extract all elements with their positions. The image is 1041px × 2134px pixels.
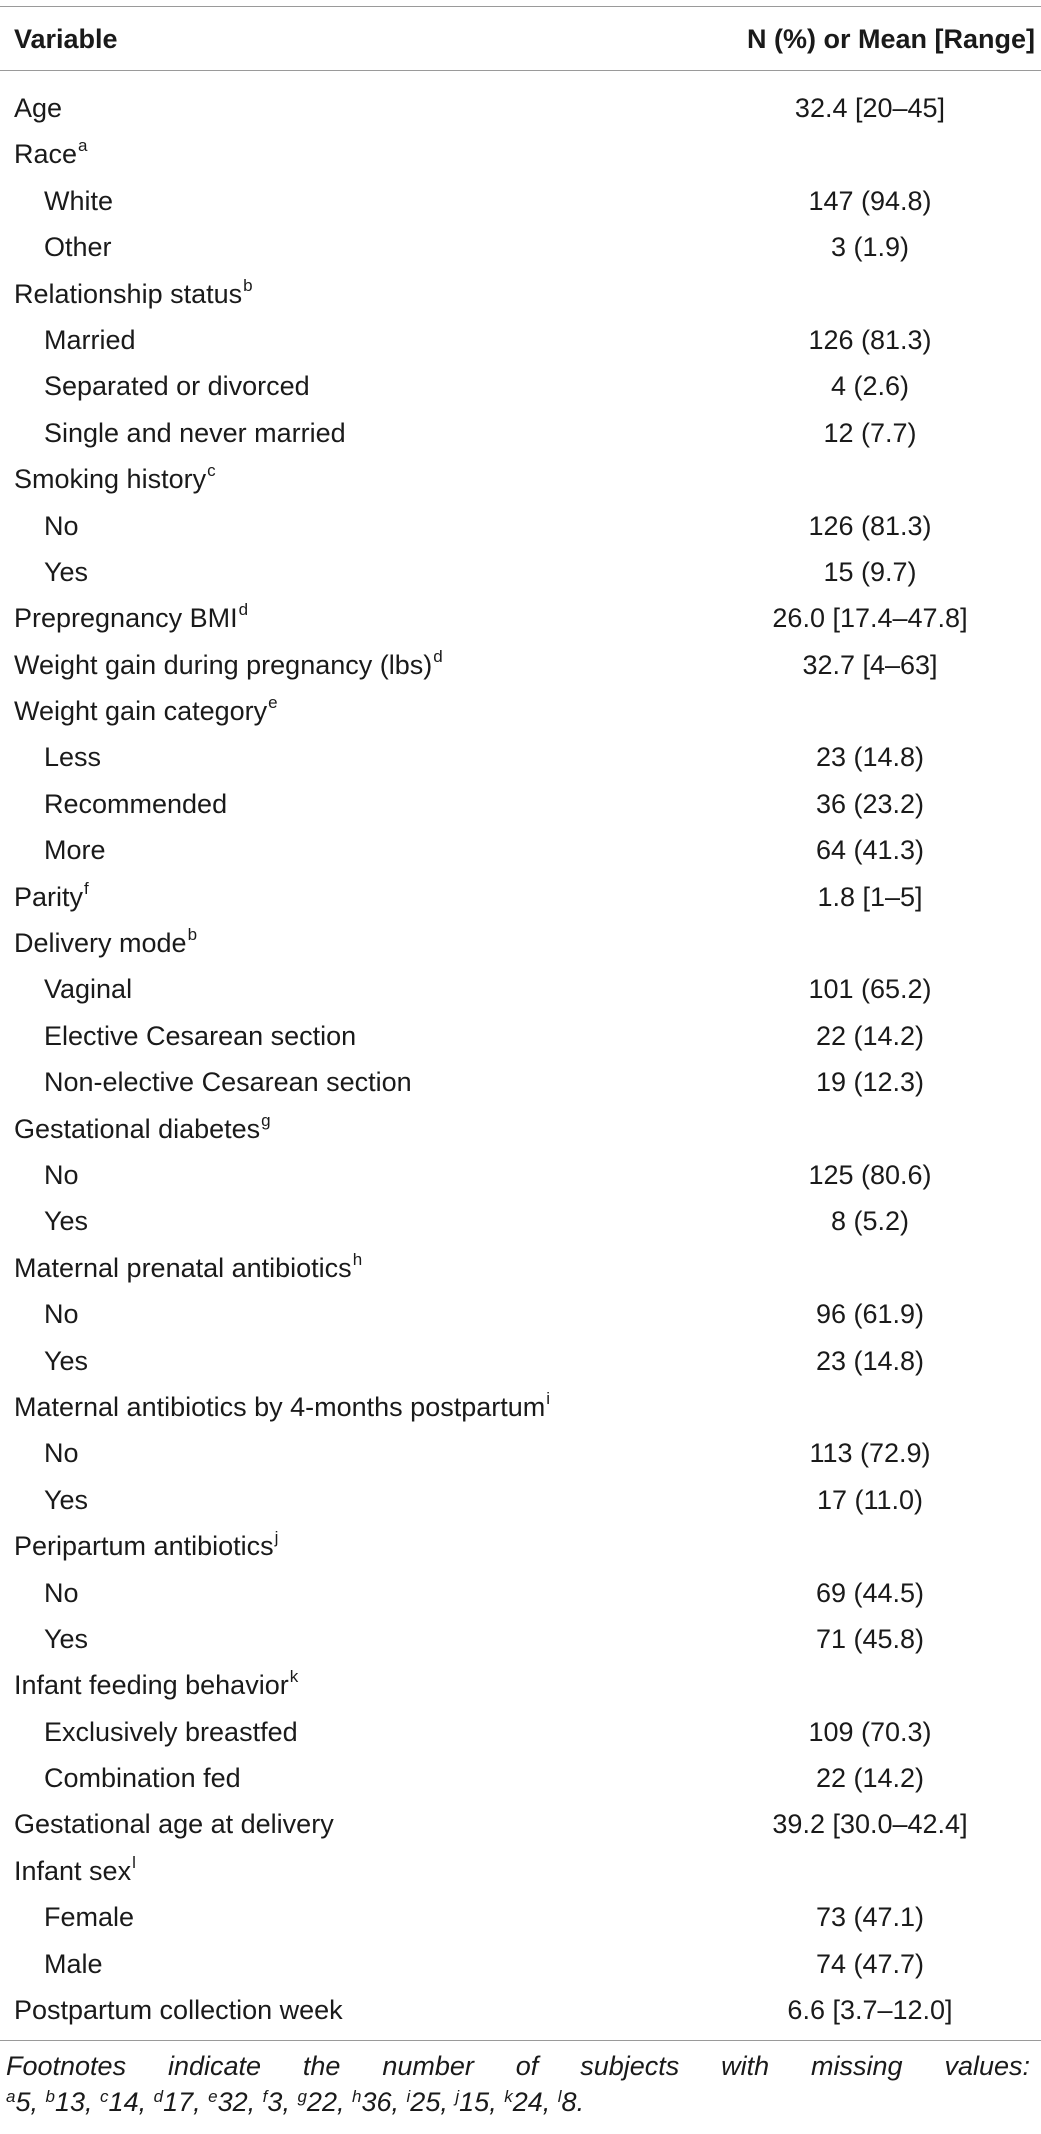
row-value: 23 (14.8) <box>815 1345 925 1376</box>
row-label-text: Prepregnancy BMI <box>14 603 238 634</box>
footnote-marker: k <box>504 2087 513 2106</box>
row-value: 1.8 [1–5] <box>817 881 923 912</box>
row-footnote-marker: d <box>238 600 249 620</box>
row-label-text: Vaginal <box>44 974 133 1005</box>
row-label <box>14 688 278 734</box>
row-label-text: Recommended <box>44 788 228 819</box>
row-value: 126 (81.3) <box>808 324 932 355</box>
row-label <box>14 456 216 502</box>
table-row <box>0 178 1041 224</box>
row-value: 32.7 [4–63] <box>802 649 938 680</box>
row-label <box>44 1894 134 1940</box>
row-label-text: Single and never married <box>44 417 346 448</box>
row-label-text: Yes <box>44 1206 89 1237</box>
table-row <box>0 1059 1041 1105</box>
row-value: 4 (2.6) <box>830 371 910 402</box>
row-value: 74 (47.7) <box>815 1948 925 1979</box>
footnote-count: 22 <box>306 2087 337 2117</box>
row-footnote-marker: l <box>132 1852 136 1872</box>
footnote-marker: d <box>153 2087 164 2106</box>
row-label-text: More <box>44 835 106 866</box>
row-label-text: Delivery mode <box>14 928 187 959</box>
row-footnote-marker: g <box>261 1110 271 1130</box>
row-label <box>44 1291 79 1337</box>
table-row <box>0 1106 1041 1152</box>
row-label <box>14 1384 550 1430</box>
table-row <box>0 1477 1041 1523</box>
table-row <box>0 1291 1041 1337</box>
footnote-marker: j <box>455 2087 460 2106</box>
footnote-count: 8 <box>561 2087 577 2117</box>
table-row <box>0 1523 1041 1569</box>
row-label-text: Yes <box>44 1623 89 1654</box>
row-value: 73 (47.1) <box>815 1902 925 1933</box>
table-row <box>0 595 1041 641</box>
row-label-text: No <box>44 1299 79 1330</box>
table-row <box>0 734 1041 780</box>
row-label <box>14 1801 334 1847</box>
row-label <box>44 1430 79 1476</box>
table-row <box>0 781 1041 827</box>
row-value: 12 (7.7) <box>823 417 917 448</box>
table-row <box>0 642 1041 688</box>
row-label-text: Weight gain category <box>14 696 268 727</box>
row-label <box>44 827 106 873</box>
row-label-text: Infant feeding behavior <box>14 1670 289 1701</box>
footnote-count: 13 <box>54 2087 86 2117</box>
footnote-count: 5 <box>15 2087 31 2117</box>
row-label <box>44 549 88 595</box>
row-label <box>44 1477 88 1523</box>
row-label-text: Combination fed <box>44 1763 241 1794</box>
footnote-marker: b <box>45 2087 55 2106</box>
row-label-text: Less <box>44 742 102 773</box>
row-value: 8 (5.2) <box>830 1206 910 1237</box>
table-row <box>0 224 1041 270</box>
row-value: 96 (61.9) <box>815 1299 925 1330</box>
row-label <box>44 178 113 224</box>
row-value: 71 (45.8) <box>815 1623 925 1654</box>
table-row <box>0 688 1041 734</box>
table-row <box>0 1755 1041 1801</box>
row-label-text: Female <box>44 1902 135 1933</box>
row-footnote-marker: j <box>274 1528 279 1548</box>
row-label-text: Postpartum collection week <box>14 1995 343 2026</box>
row-value: 6.6 [3.7–12.0] <box>787 1995 953 2026</box>
row-label-text: Non-elective Cesarean section <box>44 1067 412 1098</box>
row-label-text: Age <box>14 93 63 123</box>
table-row <box>0 874 1041 920</box>
table-row <box>0 317 1041 363</box>
table-row <box>0 1430 1041 1476</box>
table-row <box>0 85 1041 131</box>
table-row <box>0 1894 1041 1940</box>
row-label <box>14 642 443 688</box>
footnote-marker: h <box>351 2087 362 2106</box>
row-value: 22 (14.2) <box>815 1763 925 1794</box>
row-label <box>44 1198 88 1244</box>
row-label <box>44 734 101 780</box>
table-row <box>0 131 1041 177</box>
row-label-text: Race <box>14 139 78 170</box>
table-row <box>0 1801 1041 1847</box>
row-label-text: No <box>44 510 79 541</box>
row-label-text: Relationship status <box>14 278 243 309</box>
row-label <box>44 503 79 549</box>
row-footnote-marker: f <box>84 878 89 898</box>
table-row <box>0 549 1041 595</box>
footnote-count: 36 <box>361 2087 392 2117</box>
footnote-marker: a <box>6 2087 16 2106</box>
table-row <box>0 1709 1041 1755</box>
row-footnote-marker: c <box>207 461 216 481</box>
row-value: 32.4 [20–45] <box>794 93 946 123</box>
footnote-marker: c <box>100 2087 109 2106</box>
row-value: 26.0 [17.4–47.8] <box>772 603 968 634</box>
row-label <box>14 874 89 920</box>
table-row <box>0 966 1041 1012</box>
row-footnote-marker: a <box>78 136 88 156</box>
row-value: 113 (72.9) <box>809 1438 931 1469</box>
table-row <box>0 271 1041 317</box>
row-label-text: No <box>44 1159 79 1190</box>
table-row <box>0 1616 1041 1662</box>
footnote-marker: f <box>262 2087 268 2106</box>
row-label <box>44 224 112 270</box>
table-footnote <box>6 2048 1030 2120</box>
row-label-text: Separated or divorced <box>44 371 310 402</box>
row-value: 39.2 [30.0–42.4] <box>772 1809 968 1840</box>
footnote-count: 32 <box>217 2087 248 2117</box>
table-row <box>0 1662 1041 1708</box>
row-label-text: Yes <box>44 1345 89 1376</box>
table-row <box>0 503 1041 549</box>
table-header <box>0 6 1041 70</box>
row-label-text: Yes <box>44 556 89 587</box>
row-label-text: Parity <box>14 881 84 912</box>
header-variable: Variable <box>14 24 118 54</box>
footnote-marker: g <box>297 2087 307 2106</box>
row-label-text: Married <box>44 324 136 355</box>
row-footnote-marker: b <box>187 925 198 945</box>
table-row <box>0 1013 1041 1059</box>
row-value: 3 (1.9) <box>830 232 910 263</box>
row-value: 23 (14.8) <box>815 742 925 773</box>
footnote-count: 3 <box>267 2087 283 2117</box>
row-footnote-marker: e <box>268 693 278 713</box>
row-label <box>44 363 310 409</box>
table-row <box>0 1245 1041 1291</box>
row-label-text: Gestational diabetes <box>14 1113 261 1144</box>
row-footnote-marker: i <box>546 1388 551 1408</box>
row-value: 147 (94.8) <box>808 185 932 216</box>
row-value: 19 (12.3) <box>815 1067 925 1098</box>
header-rule <box>0 70 1041 71</box>
row-label <box>14 271 253 317</box>
row-label <box>44 1059 412 1105</box>
row-label <box>14 595 248 641</box>
row-value: 22 (14.2) <box>815 1020 925 1051</box>
row-label <box>44 1755 241 1801</box>
table-row <box>0 1338 1041 1384</box>
bottom-rule <box>0 2040 1041 2041</box>
row-label-text: Yes <box>44 1484 89 1515</box>
table-row <box>0 1384 1041 1430</box>
table-body <box>0 85 1041 2033</box>
row-value: 125 (80.6) <box>808 1159 932 1190</box>
table-row <box>0 1570 1041 1616</box>
row-footnote-marker: k <box>289 1667 299 1687</box>
row-label <box>44 410 346 456</box>
row-label <box>14 1106 271 1152</box>
table-row <box>0 1848 1041 1894</box>
table-row <box>0 920 1041 966</box>
table-row <box>0 1987 1041 2033</box>
row-label <box>14 920 197 966</box>
row-value: 101 (65.2) <box>808 974 932 1005</box>
row-footnote-marker: b <box>243 275 253 295</box>
row-label <box>14 85 62 131</box>
row-label <box>14 131 88 177</box>
header-value: N (%) or Mean [Range] <box>746 24 1035 54</box>
row-label-text: No <box>44 1438 79 1469</box>
row-value: 126 (81.3) <box>808 510 932 541</box>
table-row <box>0 1198 1041 1244</box>
footnote-count: 25 <box>410 2087 441 2117</box>
row-value: 64 (41.3) <box>815 835 925 866</box>
row-label-text: White <box>44 185 114 216</box>
row-label-text: Maternal antibiotics by 4-months postpartum <box>14 1391 546 1422</box>
row-label <box>44 1709 298 1755</box>
row-footnote-marker: h <box>352 1249 363 1269</box>
row-label <box>44 781 227 827</box>
row-label-text: Male <box>44 1948 103 1979</box>
footnote-intro: Footnotes indicate the number of subjects with missing values: <box>6 2051 1030 2081</box>
row-value: 69 (44.5) <box>815 1577 925 1608</box>
table-row <box>0 1152 1041 1198</box>
row-label-text: Weight gain during pregnancy (lbs) <box>14 649 433 680</box>
row-value: 15 (9.7) <box>823 556 917 587</box>
row-label <box>44 1941 103 1987</box>
row-footnote-marker: d <box>433 646 443 666</box>
row-label-text: Infant sex <box>14 1855 132 1886</box>
row-label <box>44 966 132 1012</box>
row-label <box>44 1616 88 1662</box>
row-label <box>44 1013 356 1059</box>
footnote-count: 15 <box>459 2087 490 2117</box>
row-label <box>14 1245 362 1291</box>
row-label-text: No <box>44 1577 79 1608</box>
row-label-text: Smoking history <box>14 464 207 495</box>
footnote-count: 24 <box>512 2087 543 2117</box>
row-label-text: Peripartum antibiotics <box>14 1531 274 1562</box>
footnote-marker: l <box>557 2087 562 2106</box>
row-label <box>44 1570 79 1616</box>
table-row <box>0 410 1041 456</box>
footnote-items: $^a$5, $^b$13, $^c$14, $^d$17, $^e$32, $^f$3, $^g$22, $^h$36, $^i$25, $^j$15, $^k$24, $^l$8. <box>6 2087 585 2117</box>
row-value: 17 (11.0) <box>816 1484 924 1515</box>
row-label-text: Maternal prenatal antibiotics <box>14 1252 352 1283</box>
row-label <box>44 1338 88 1384</box>
footnote-marker: i <box>406 2087 411 2106</box>
footnote-count: 17 <box>163 2087 194 2117</box>
row-label <box>14 1523 278 1569</box>
footnote-count: 14 <box>108 2087 139 2117</box>
row-label <box>14 1662 298 1708</box>
row-label <box>44 1152 79 1198</box>
table-row <box>0 363 1041 409</box>
row-label-text: Other <box>44 232 112 263</box>
table-row <box>0 456 1041 502</box>
row-label <box>14 1987 343 2033</box>
table-row <box>0 827 1041 873</box>
row-label <box>14 1848 136 1894</box>
row-label <box>44 317 136 363</box>
row-value: 36 (23.2) <box>815 788 925 819</box>
row-value: 109 (70.3) <box>808 1716 932 1747</box>
row-label-text: Elective Cesarean section <box>44 1020 357 1051</box>
row-label-text: Gestational age at delivery <box>14 1809 334 1840</box>
row-label-text: Exclusively breastfed <box>44 1716 298 1747</box>
table-row <box>0 1941 1041 1987</box>
footnote-marker: e <box>208 2087 218 2106</box>
